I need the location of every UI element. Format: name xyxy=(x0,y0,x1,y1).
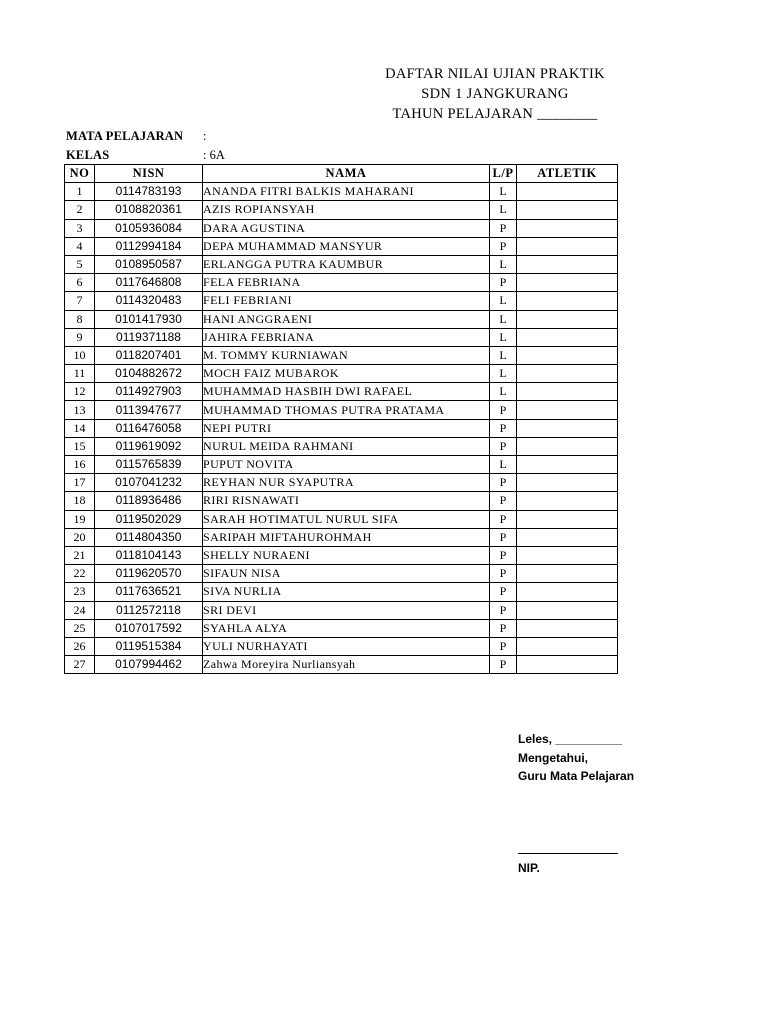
cell-nama: RIRI RISNAWATI xyxy=(203,492,490,510)
table-row xyxy=(65,237,618,255)
cell-atletik[interactable] xyxy=(517,328,618,346)
cell-nisn: 0114927903 xyxy=(95,383,203,401)
cell-lp: P xyxy=(490,546,517,564)
cell-no: 12 xyxy=(65,383,95,401)
cell-atletik[interactable] xyxy=(517,383,618,401)
cell-nama: NURUL MEIDA RAHMANI xyxy=(203,437,490,455)
table-row xyxy=(65,183,618,201)
cell-nama: PUPUT NOVITA xyxy=(203,456,490,474)
cell-no: 10 xyxy=(65,346,95,364)
cell-lp: P xyxy=(490,474,517,492)
document-title: DAFTAR NILAI UJIAN PRAKTIK xyxy=(385,66,605,82)
signature-acknowledged: Mengetahui, xyxy=(518,751,589,765)
cell-no: 5 xyxy=(65,255,95,273)
cell-nama: HANI ANGGRAENI xyxy=(203,310,490,328)
cell-nama: SIVA NURLIA xyxy=(203,583,490,601)
cell-nisn: 0108950587 xyxy=(95,255,203,273)
cell-atletik[interactable] xyxy=(517,183,618,201)
table-row xyxy=(65,383,618,401)
cell-atletik[interactable] xyxy=(517,437,618,455)
table-row xyxy=(65,201,618,219)
cell-no: 18 xyxy=(65,492,95,510)
cell-nama: MOCH FAIZ MUBAROK xyxy=(203,365,490,383)
cell-atletik[interactable] xyxy=(517,201,618,219)
table-row xyxy=(65,619,618,637)
cell-nisn: 0115765839 xyxy=(95,456,203,474)
cell-nisn: 0116476058 xyxy=(95,419,203,437)
cell-nama: ERLANGGA PUTRA KAUMBUR xyxy=(203,255,490,273)
cell-nisn: 0119619092 xyxy=(95,437,203,455)
table-row xyxy=(65,219,618,237)
cell-nama: FELI FEBRIANI xyxy=(203,292,490,310)
cell-no: 1 xyxy=(65,183,95,201)
cell-atletik[interactable] xyxy=(517,528,618,546)
table-row xyxy=(65,601,618,619)
table-row xyxy=(65,528,618,546)
cell-nama: DEPA MUHAMMAD MANSYUR xyxy=(203,237,490,255)
cell-atletik[interactable] xyxy=(517,656,618,674)
cell-atletik[interactable] xyxy=(517,274,618,292)
cell-atletik[interactable] xyxy=(517,619,618,637)
cell-lp: P xyxy=(490,601,517,619)
cell-lp: L xyxy=(490,456,517,474)
column-header-nama: NAMA xyxy=(203,165,490,183)
table-row xyxy=(65,255,618,273)
cell-nama: DARA AGUSTINA xyxy=(203,219,490,237)
cell-nisn: 0114804350 xyxy=(95,528,203,546)
cell-nisn: 0119515384 xyxy=(95,637,203,655)
cell-atletik[interactable] xyxy=(517,510,618,528)
cell-lp: P xyxy=(490,510,517,528)
table-row xyxy=(65,310,618,328)
cell-no: 15 xyxy=(65,437,95,455)
cell-nisn: 0117636521 xyxy=(95,583,203,601)
table-row xyxy=(65,401,618,419)
cell-lp: L xyxy=(490,328,517,346)
cell-nisn: 0114783193 xyxy=(95,183,203,201)
cell-nama: NEPI PUTRI xyxy=(203,419,490,437)
cell-atletik[interactable] xyxy=(517,419,618,437)
class-value: : 6A xyxy=(203,148,225,162)
signature-role: Guru Mata Pelajaran xyxy=(518,769,635,783)
cell-lp: L xyxy=(490,346,517,364)
table-row xyxy=(65,583,618,601)
cell-atletik[interactable] xyxy=(517,401,618,419)
cell-nisn: 0112572118 xyxy=(95,601,203,619)
table-row xyxy=(65,365,618,383)
cell-lp: P xyxy=(490,401,517,419)
cell-no: 11 xyxy=(65,365,95,383)
table-row xyxy=(65,328,618,346)
cell-nisn: 0101417930 xyxy=(95,310,203,328)
cell-lp: P xyxy=(490,637,517,655)
table-row xyxy=(65,656,618,674)
cell-no: 19 xyxy=(65,510,95,528)
cell-nama: SIFAUN NISA xyxy=(203,565,490,583)
cell-nisn: 0105936084 xyxy=(95,219,203,237)
cell-no: 14 xyxy=(65,419,95,437)
cell-no: 6 xyxy=(65,274,95,292)
cell-lp: P xyxy=(490,219,517,237)
cell-nama: MUHAMMAD THOMAS PUTRA PRATAMA xyxy=(203,401,490,419)
cell-no: 9 xyxy=(65,328,95,346)
cell-lp: P xyxy=(490,528,517,546)
column-header-lp: L/P xyxy=(490,165,517,183)
cell-nisn: 0114320483 xyxy=(95,292,203,310)
table-row xyxy=(65,510,618,528)
cell-no: 13 xyxy=(65,401,95,419)
table-row xyxy=(65,565,618,583)
cell-lp: L xyxy=(490,201,517,219)
cell-no: 25 xyxy=(65,619,95,637)
cell-lp: P xyxy=(490,237,517,255)
cell-no: 8 xyxy=(65,310,95,328)
cell-atletik[interactable] xyxy=(517,546,618,564)
cell-nisn: 0118104143 xyxy=(95,546,203,564)
cell-no: 26 xyxy=(65,637,95,655)
cell-lp: L xyxy=(490,183,517,201)
cell-no: 22 xyxy=(65,565,95,583)
cell-nama: SHELLY NURAENI xyxy=(203,546,490,564)
cell-nama: SYAHLA ALYA xyxy=(203,619,490,637)
cell-no: 2 xyxy=(65,201,95,219)
cell-nama: JAHIRA FEBRIANA xyxy=(203,328,490,346)
cell-nama: SARIPAH MIFTAHUROHMAH xyxy=(203,528,490,546)
cell-atletik[interactable] xyxy=(517,310,618,328)
table-row xyxy=(65,546,618,564)
table-row xyxy=(65,274,618,292)
cell-nisn: 0118936486 xyxy=(95,492,203,510)
table-header-row xyxy=(65,165,618,183)
cell-no: 27 xyxy=(65,656,95,674)
cell-atletik[interactable] xyxy=(517,583,618,601)
cell-atletik[interactable] xyxy=(517,456,618,474)
cell-nisn: 0117646808 xyxy=(95,274,203,292)
cell-nisn: 0112994184 xyxy=(95,237,203,255)
cell-lp: P xyxy=(490,274,517,292)
cell-atletik[interactable] xyxy=(517,637,618,655)
table-row xyxy=(65,474,618,492)
cell-nisn: 0113947677 xyxy=(95,401,203,419)
cell-nisn: 0107994462 xyxy=(95,656,203,674)
cell-lp: P xyxy=(490,437,517,455)
cell-no: 17 xyxy=(65,474,95,492)
cell-nisn: 0107017592 xyxy=(95,619,203,637)
grades-table xyxy=(64,164,618,674)
cell-no: 16 xyxy=(65,456,95,474)
cell-no: 21 xyxy=(65,546,95,564)
cell-nisn: 0119620570 xyxy=(95,565,203,583)
signature-line xyxy=(518,853,618,854)
cell-lp: L xyxy=(490,255,517,273)
cell-no: 7 xyxy=(65,292,95,310)
table-row xyxy=(65,456,618,474)
academic-year: TAHUN PELAJARAN ________ xyxy=(392,106,598,122)
cell-atletik[interactable] xyxy=(517,219,618,237)
column-header-no: NO xyxy=(65,165,95,183)
cell-lp: L xyxy=(490,292,517,310)
signature-place-date: Leles, __________ xyxy=(518,732,623,746)
table-row xyxy=(65,419,618,437)
subject-label: MATA PELAJARAN xyxy=(66,129,184,143)
cell-no: 4 xyxy=(65,237,95,255)
cell-atletik[interactable] xyxy=(517,565,618,583)
cell-lp: L xyxy=(490,383,517,401)
signature-nip-label: NIP. xyxy=(518,861,540,875)
table-row xyxy=(65,346,618,364)
cell-atletik[interactable] xyxy=(517,365,618,383)
cell-lp: P xyxy=(490,583,517,601)
cell-lp: P xyxy=(490,419,517,437)
cell-nisn: 0119371188 xyxy=(95,328,203,346)
cell-atletik[interactable] xyxy=(517,346,618,364)
table-row xyxy=(65,637,618,655)
cell-lp: P xyxy=(490,619,517,637)
cell-nisn: 0108820361 xyxy=(95,201,203,219)
cell-atletik[interactable] xyxy=(517,255,618,273)
table-row xyxy=(65,292,618,310)
cell-no: 24 xyxy=(65,601,95,619)
column-header-nisn: NISN xyxy=(95,165,203,183)
cell-nisn: 0107041232 xyxy=(95,474,203,492)
cell-lp: P xyxy=(490,492,517,510)
cell-atletik[interactable] xyxy=(517,292,618,310)
class-label: KELAS xyxy=(66,148,110,162)
table-row xyxy=(65,437,618,455)
cell-no: 23 xyxy=(65,583,95,601)
cell-nama: MUHAMMAD HASBIH DWI RAFAEL xyxy=(203,383,490,401)
cell-lp: L xyxy=(490,365,517,383)
cell-no: 3 xyxy=(65,219,95,237)
cell-nama: AZIS ROPIANSYAH xyxy=(203,201,490,219)
cell-nama: YULI NURHAYATI xyxy=(203,637,490,655)
table-row xyxy=(65,492,618,510)
cell-lp: P xyxy=(490,656,517,674)
cell-nama: FELA FEBRIANA xyxy=(203,274,490,292)
cell-nama: REYHAN NUR SYAPUTRA xyxy=(203,474,490,492)
cell-atletik[interactable] xyxy=(517,492,618,510)
school-name: SDN 1 JANGKURANG xyxy=(421,86,569,102)
column-header-atletik: ATLETIK xyxy=(517,165,618,183)
cell-nama: ANANDA FITRI BALKIS MAHARANI xyxy=(203,183,490,201)
cell-nama: SARAH HOTIMATUL NURUL SIFA xyxy=(203,510,490,528)
cell-no: 20 xyxy=(65,528,95,546)
cell-nama: M. TOMMY KURNIAWAN xyxy=(203,346,490,364)
subject-value: : xyxy=(203,129,207,143)
cell-atletik[interactable] xyxy=(517,237,618,255)
cell-atletik[interactable] xyxy=(517,601,618,619)
cell-lp: P xyxy=(490,565,517,583)
cell-atletik[interactable] xyxy=(517,474,618,492)
cell-nisn: 0104882672 xyxy=(95,365,203,383)
cell-nisn: 0118207401 xyxy=(95,346,203,364)
cell-nama: SRI DEVI xyxy=(203,601,490,619)
cell-lp: L xyxy=(490,310,517,328)
cell-nisn: 0119502029 xyxy=(95,510,203,528)
cell-nama: Zahwa Moreyira Nurliansyah xyxy=(203,656,490,674)
